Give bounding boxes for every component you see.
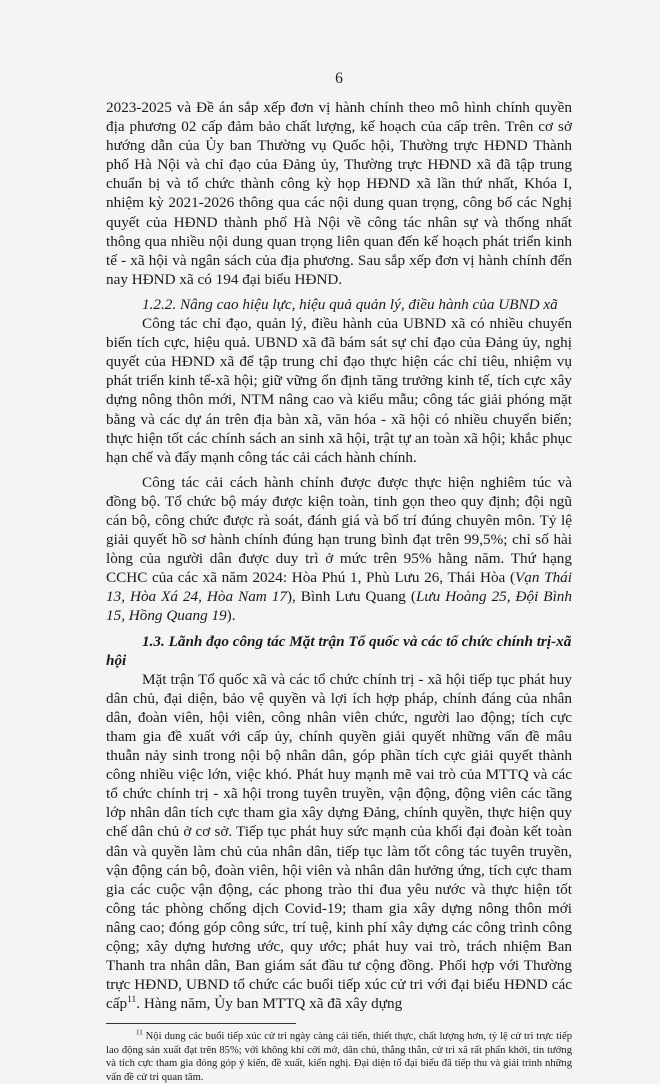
footnote-number: 11: [136, 1028, 143, 1037]
cchc-text-b: ), Bình Lưu Quang (: [286, 588, 416, 606]
page-number: 6: [335, 70, 343, 87]
cchc-text-c: ).: [226, 607, 236, 625]
cchc-italic-2: Lưu Hoàng 25, Đội Bình 15, Hồng Quang 19: [106, 588, 572, 625]
mttq-text: Mặt trận Tổ quốc xã và các tổ chức chính trị - xã hội tiếp tục phát huy dân chủ, đại diện, bảo vệ quyền và lợi ích hợp pháp, chính đáng của nhân dân, đoàn viên, hội viên, công nhân viên chức, người lao động; tích cực tham gia đề xuất với cấp ủy, chính quyền giải quyết những vấn đề mâu thuẫn nảy sinh trong nội bộ nhân dân, góp phần tích cực giải quyết thành công nhiều việc lớn, việc khó. Phát huy mạnh mẽ vai trò của MTTQ và các tổ chức chính trị - xã hội trong tuyên truyền, vận động, động viên các tầng lớp nhân dân tích cực tham gia xây dựng Đảng, chính quyền, thực hiện quy chế dân chủ ở cơ sở. Tiếp tục phát huy sức mạnh của khối đại đoàn kết toàn dân và quyền làm chủ của nhân dân, tiếp tục làm tốt công tác tuyên truyền, vận động cán bộ, đoàn viên, hội viên và nhân dân hưởng ứng, tích cực tham gia các cuộc vận động, các phong trào thi đua yêu nước và thực hiện tốt công tác phòng chống dịch Covid-19; tham gia xây dựng nông thôn mới nâng cao; đóng góp công sức, trí tuệ, kinh phí xây dựng các công trình công cộng; xây dựng hương ước, quy ước; phát huy vai trò, trách nhiệm Ban Thanh tra nhân dân, Ban giám sát đầu tư cộng đồng. Phối hợp với Thường trực HĐND, UBND tổ chức các buổi tiếp xúc cử tri với đại biểu HĐND các cấp: [106, 670, 572, 1013]
cchc-italic-1: Vạn Thái 13, Hòa Xá 24, Hòa Nam 17: [106, 569, 572, 606]
section-1-3-paragraph: [106, 670, 572, 1014]
footnote: [106, 1030, 572, 1084]
section-1-3-heading: 1.3. Lãnh đạo công tác Mặt trận Tổ quốc và các tổ chức chính trị-xã hội: [106, 632, 572, 669]
intro-paragraph: 2023-2025 và Đề án sắp xếp đơn vị hành chính theo mô hình chính quyền địa phương 02 cấp đảm bảo chất lượng, kế hoạch của cấp trên. Trên cơ sở hướng dẫn của Ủy ban Thường vụ Quốc hội, Thường trực HĐND Thành phố Hà Nội và chỉ đạo của Đảng ủy, Thường trực HĐND xã đã tập trung chuẩn bị và tổ chức thành công kỳ họp HĐND xã lần thứ nhất, Khóa I, nhiệm kỳ 2021-2026 thông qua các nội dung quan trọng, công bố các Nghị quyết của HĐND thành phố Hà Nội về công tác nhân sự và thống nhất thông qua nhiều nội dung quan trọng liên quan đến kế hoạch phát triển kinh tế - xã hội và ngân sách của địa phương. Sau sắp xếp đơn vị hành chính đến nay HĐND xã có 194 đại biểu HĐND.: [106, 99, 572, 288]
mttq-text-tail: . Hàng năm, Ủy ban MTTQ xã đã xây dựng: [136, 995, 403, 1013]
cchc-text-a: Công tác cải cách hành chính được được thực hiện nghiêm túc và đồng bộ. Tổ chức bộ máy được kiện toàn, tinh gọn theo quy định; đội ngũ cán bộ, công chức được rà soát, đánh giá và bố trí đúng chuyên môn. Tỷ lệ giải quyết hồ sơ hành chính đúng hạn trung bình đạt trên 99,5%; chỉ số hài lòng của người dân được duy trì ở mức trên 95% hằng năm. Thứ hạng CCHC của các xã năm 2024: Hòa Phú 1, Phù Lưu 26, Thái Hòa (: [106, 473, 572, 587]
section-1-2-2-paragraph-1: Công tác chỉ đạo, quản lý, điều hành của UBND xã có nhiều chuyển biến tích cực, hiệu quả. UBND xã đã bám sát sự chỉ đạo của Đảng ủy, nghị quyết của HĐND xã để tập trung chỉ đạo thực hiện các chỉ tiêu, nhiệm vụ phát triển kinh tế-xã hội; giữ vững ổn định tăng trưởng kinh tế, tích cực xây dựng nông thôn mới, NTM nâng cao và kiểu mẫu; công tác giải phóng mặt bằng và các dự án trên địa bàn xã, văn hóa - xã hội có nhiều chuyển biến; thực hiện tốt các chính sách an sinh xã hội, trật tự an toàn xã hội; khắc phục hạn chế và đẩy mạnh công tác cải cách hành chính.: [106, 315, 572, 466]
footnote-reference[interactable]: 11: [127, 995, 137, 1006]
section-1-2-2-heading: 1.2.2. Nâng cao hiệu lực, hiệu quả quản lý, điều hành của UBND xã: [142, 295, 558, 313]
footnote-text: Nội dung các buổi tiếp xúc cử tri ngày càng cải tiến, thiết thực, chất lượng hơn, tỷ lệ cử tri trực tiếp lao động sản xuất đạt trên 85%; với không khí cởi mở, dân chủ, thẳng thắn, cử tri xã rất phấn khởi, tin tưởng và tích cực tham gia đóng góp ý kiến, đề xuất, kiến nghị. Đại diện tổ đại biểu đã tiếp thu và giải trình những vấn đề cử tri quan tâm.: [106, 1031, 572, 1083]
footnote-separator: [106, 1023, 296, 1024]
section-1-2-2-paragraph-2: [106, 473, 572, 626]
